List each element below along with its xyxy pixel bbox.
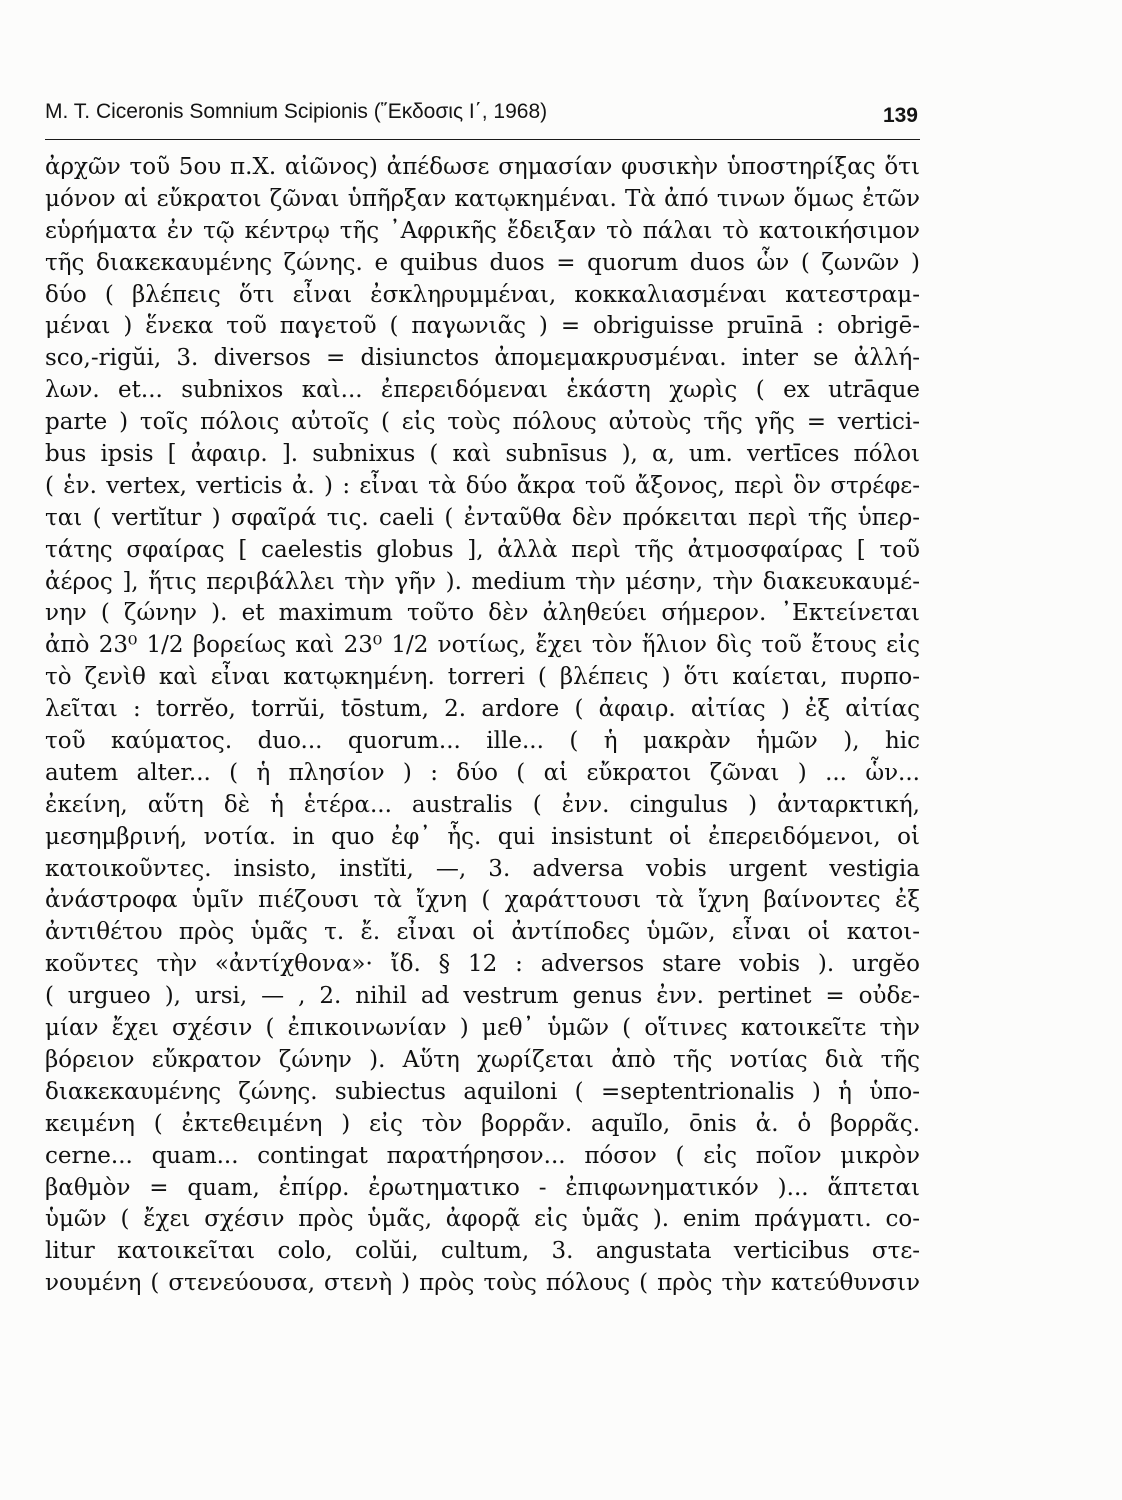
text-line: τάτης σφαίρας [ caelestis globus ], ἀλλὰ περὶ τῆς ἀτμοσφαίρας [ τοῦ [45,536,920,563]
page-number: 139 [882,104,918,127]
text-line: λεῖται : torrĕo, torrŭi, tōstum, 2. ardore ( ἀφαιρ. αἰτίας ) ἐξ αἰτίας [45,696,920,723]
text-line: parte ) τοῖς πόλοις αὐτοῖς ( εἰς τοὺς πόλους αὐτοὺς τῆς γῆς = vertici- [45,409,920,436]
text-line: ἐκείνη, αὕτη δὲ ἡ ἑτέρα... australis ( ἐνν. cingulus ) ἀνταρκτική, [45,791,920,818]
text-line: νουμένη ( στενεύουσα, στενὴ ) πρὸς τοὺς πόλους ( πρὸς τὴν κατεύθυνσιν [45,1270,920,1297]
running-title: M. T. Ciceronis Somnium Scipionis (῞Εκδοσις Ι΄, 1968) [45,100,548,123]
page-header [45,100,918,136]
text-line: βαθμὸν = quam, ἐπίρρ. ἐρωτηματικο - ἐπιφωνηματικόν )... ἅπτεται [45,1174,920,1201]
text-line: λων. et... subnixos καὶ... ἐπερειδόμεναι ἑκάστη χωρὶς ( ex utrāque [45,377,920,404]
text-line: ἀντιθέτου πρὸς ὑμᾶς τ. ἔ. εἶναι οἱ ἀντίποδες ὑμῶν, εἶναι οἱ κατοι- [45,919,920,946]
text-line: litur κατοικεῖται colo, colŭi, cultum, 3. angustata verticibus στε- [45,1238,920,1265]
text-line: ὑμῶν ( ἔχει σχέσιν πρὸς ὑμᾶς, ἀφορᾷ εἰς ὑμᾶς ). enim πράγματι. co- [45,1206,920,1233]
text-line: ἀρχῶν τοῦ 5ου π.Χ. αἰῶνος) ἀπέδωσε σημασίαν φυσικὴν ὑποστηρίξας ὅτι [45,154,920,180]
text-line: κοῦντες τὴν «ἀντίχθονα»· ἴδ. § 12 : adversos stare vobis ). urgĕo [45,951,920,978]
text-line: cerne... quam... contingat παρατήρησον... πόσον ( εἰς ποῖον μικρὸν [45,1142,920,1169]
text-line: νην ( ζώνην ). et maximum τοῦτο δὲν ἀληθεύει σήμερον. ᾽Εκτείνεται [45,600,920,627]
text-line: τῆς διακεκαυμένης ζώνης. e quibus duos = quorum duos ὧν ( ζωνῶν ) [45,249,920,276]
text-line: κατοικοῦντες. insisto, instĭti, —, 3. adversa vobis urgent vestigia [45,855,920,882]
text-line: ( urgueo ), ursi, — , 2. nihil ad vestrum genus ἐνν. pertinet = οὐδε- [45,983,920,1010]
text-line: τοῦ καύματος. duo... quorum... ille... ( ἡ μακρὰν ἡμῶν ), hic [45,728,920,755]
header-rule [45,139,920,140]
text-line: ( ἑν. vertex, verticis ἀ. ) : εἶναι τὰ δύο ἄκρα τοῦ ἄξονος, περὶ ὃν στρέφε- [45,472,920,499]
body-text [45,152,920,1300]
text-line: δύο ( βλέπεις ὅτι εἶναι ἐσκληρυμμέναι, κοκκαλιασμέναι κατεστραμ- [45,281,920,308]
text-line: μόνον αἱ εὔκρατοι ζῶναι ὑπῆρξαν κατῳκημέναι. Τὰ ἀπό τινων ὅμως ἐτῶν [45,185,920,212]
text-line: κειμένη ( ἐκτεθειμένη ) εἰς τὸν βορρᾶν. aquĭlo, ōnis ἀ. ὁ βορρᾶς. [45,1110,920,1137]
text-line: autem alter... ( ἡ πλησίον ) : δύο ( αἱ εὔκρατοι ζῶναι ) ... ὧν... [45,759,920,786]
text-line: ἀέρος ], ἥτις περιβάλλει τὴν γῆν ). medium τὴν μέσην, τὴν διακευκαυμέ- [45,568,920,595]
text-line: ἀνάστροφα ὑμῖν πιέζουσι τὰ ἴχνη ( χαράττουσι τὰ ἴχνη βαίνοντες ἐξ [45,887,920,914]
text-line: διακεκαυμένης ζώνης. subiectus aquiloni ( =septentrionalis ) ἡ ὑπο- [45,1078,920,1105]
text-line: μέναι ) ἕνεκα τοῦ παγετοῦ ( παγωνιᾶς ) = obriguisse pruīnā : obrigē- [45,313,920,340]
text-line: bus ipsis [ ἀφαιρ. ]. subnixus ( καὶ subnīsus ), α, um. vertīces πόλοι [45,441,920,468]
text-line: μεσημβρινή, νοτία. in quo ἐφ᾽ ἧς. qui insistunt οἱ ἐπερειδόμενοι, οἱ [45,823,920,850]
text-line: βόρειον εὔκρατον ζώνην ). Αὕτη χωρίζεται ἀπὸ τῆς νοτίας διὰ τῆς [45,1046,920,1073]
text-line: ται ( vertĭtur ) σφαῖρά τις. caeli ( ἐνταῦθα δὲν πρόκειται περὶ τῆς ὑπερ- [45,504,920,531]
text-line: ἀπὸ 23⁰ 1/2 βορείως καὶ 23⁰ 1/2 νοτίως, ἔχει τὸν ἥλιον δὶς τοῦ ἔτους εἰς [45,632,920,659]
text-line: τὸ ζενὶθ καὶ εἶναι κατῳκημένη. torreri ( βλέπεις ) ὅτι καίεται, πυρπο- [45,664,920,691]
text-line: εὑρήματα ἐν τῷ κέντρῳ τῆς ᾽Αφρικῆς ἔδειξαν τὸ πάλαι τὸ κατοικήσιμον [45,217,920,244]
text-line: μίαν ἔχει σχέσιν ( ἐπικοινωνίαν ) μεθ᾽ ὑμῶν ( οἵτινες κατοικεῖτε τὴν [45,1015,920,1042]
text-line: sco,-rigŭi, 3. diversos = disiunctos ἀπομεμακρυσμέναι. inter se ἀλλή- [45,345,920,372]
